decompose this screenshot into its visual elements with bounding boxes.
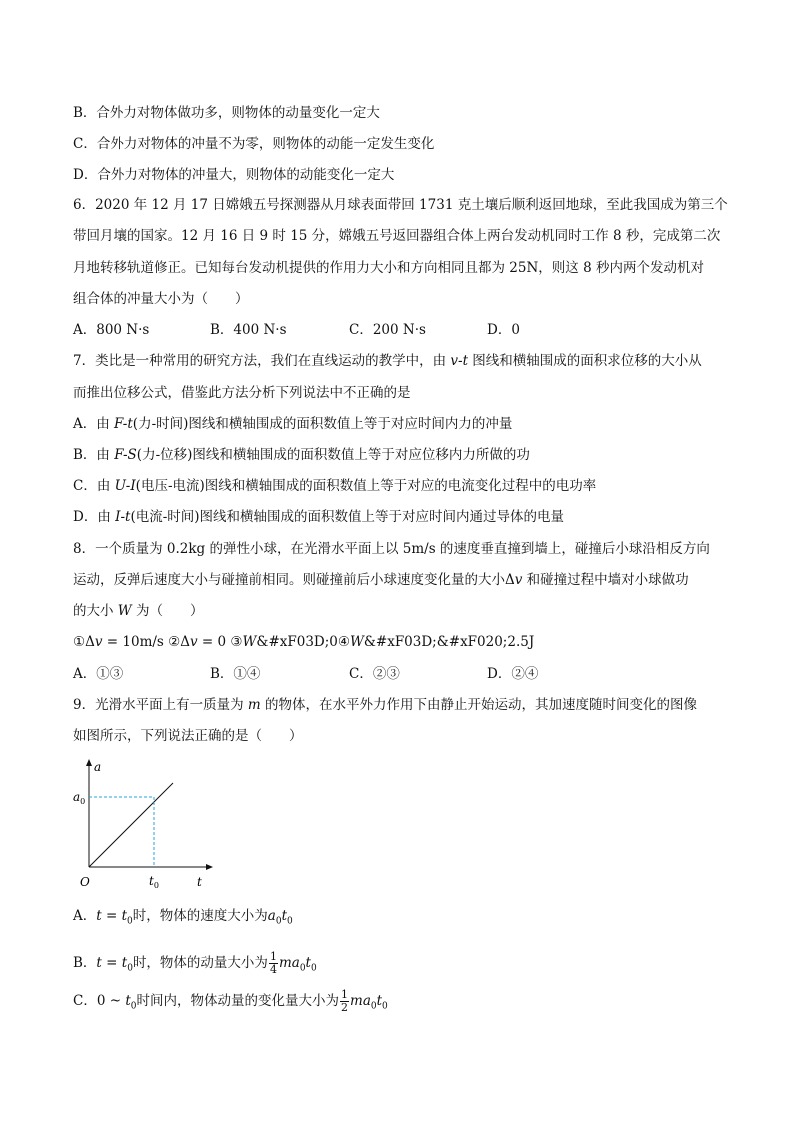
q5-option-c: C．合外力对物体的冲量不为零，则物体的动能一定发生变化 (73, 136, 435, 152)
y-axis-label: a (94, 760, 102, 774)
q7-stem-line-1 (73, 352, 702, 370)
text: (力-时间)图线和横轴围成的面积数值上等于对应时间内力的冲量 (132, 416, 513, 432)
t0-symbol: t (121, 955, 128, 971)
text: A． (73, 908, 97, 924)
q8-stem-line-1: 8．一个质量为 0.2kg 的弹性小球，在光滑水平面上以 5m/s 的速度垂直撞到墙上，碰撞后小球沿相反方向 (73, 541, 710, 557)
text: = (101, 908, 122, 924)
w-symbol: W (242, 634, 257, 650)
fraction-one-quarter (269, 951, 278, 976)
q7-option-a (73, 415, 512, 433)
q9-option-c (73, 987, 388, 1021)
it-symbol: I-t (115, 509, 131, 525)
text: 运动，反弹后速度大小与碰撞前相同。则碰撞前后小球速度变化量的大小Δ (73, 572, 515, 588)
q6-stem-line-1: 6．2020 年 12 月 17 日嫦娥五号探测器从月球表面带回 1731 克土壤后顺利返回地球，至此我国成为第三个 (73, 197, 728, 213)
t0-symbol: t (281, 908, 287, 924)
q8-option-c: C．②③ (349, 666, 400, 682)
q7-option-b (73, 446, 530, 464)
acceleration-time-graph (70, 755, 220, 893)
subscript: 0 (275, 916, 282, 927)
t0-symbol: t (305, 955, 311, 971)
q7-option-d (73, 508, 564, 526)
subscript: 0 (127, 963, 133, 974)
a-symbol: a (291, 955, 300, 971)
text: 为（ ） (131, 603, 204, 619)
subscript: 0 (287, 916, 293, 927)
t0-symbol: t (121, 908, 128, 924)
q8-statements (73, 633, 534, 651)
text: 的大小 (73, 603, 118, 619)
ft-symbol: F-t (114, 416, 133, 432)
q6-stem-line-4: 组合体的冲量大小为（ ） (73, 291, 249, 307)
ui-symbol: U-I (114, 478, 136, 494)
subscript: 0 (310, 963, 317, 974)
text: = (101, 955, 122, 971)
text: 9．光滑水平面上有一质量为 (73, 697, 248, 713)
v-symbol: v (190, 634, 198, 650)
text: 时，物体的速度大小为 (132, 908, 268, 924)
numerator: 1 (269, 950, 277, 963)
text: B．由 (73, 447, 115, 463)
q9-stem-line-2: 如图所示，下列说法正确的是（ ） (73, 728, 303, 744)
m-symbol: m (247, 697, 261, 713)
text: 时间内，物体动量的变化量大小为 (136, 993, 339, 1009)
text: (电压-电流)图线和横轴围成的面积数值上等于对应的电流变化过程中的电功率 (135, 478, 597, 494)
w-symbol: W (117, 603, 132, 619)
text: 和碰撞过程中墙对小球做功 (522, 572, 689, 588)
text: ①Δ (73, 634, 95, 650)
text: 的物体，在水平外力作用下由静止开始运动，其加速度随时间变化的图像 (260, 697, 697, 713)
text: B． (73, 955, 97, 971)
text: = 10m/s ②Δ (102, 634, 190, 650)
text: 时，物体的动量大小为 (132, 955, 268, 971)
text: 0 ~ (96, 993, 126, 1009)
text: A．由 (73, 416, 115, 432)
denominator: 2 (341, 1001, 348, 1014)
t0-symbol: t (125, 993, 131, 1009)
q5-option-b: B．合外力对物体做功多，则物体的动量变化一定大 (73, 105, 380, 121)
q6-option-d: D．0 (487, 322, 520, 338)
q9-option-b (73, 949, 317, 983)
t-symbol: t (96, 955, 102, 971)
t0-label: $t_0$ (149, 874, 159, 890)
text: (力-位移)图线和横轴围成的面积数值上等于对应位移内力所做的功 (136, 447, 530, 463)
a-symbol: a (362, 993, 371, 1009)
subscript: 0 (127, 916, 133, 927)
x-axis-label: t (197, 875, 202, 889)
fs-symbol: F-S (114, 447, 137, 463)
w-symbol: W (349, 634, 364, 650)
t0-symbol: t (376, 993, 383, 1009)
text: 图线和横轴围成的面积求位移的大小从 (468, 353, 702, 369)
q8-option-d: D．②④ (487, 666, 539, 682)
vt-symbol: v-t (450, 353, 469, 369)
text: 7．类比是一种常用的研究方法，我们在直线运动的教学中，由 (73, 353, 451, 369)
denominator: 4 (269, 963, 277, 976)
q9-stem-line-1 (73, 696, 697, 714)
text: C．由 (73, 478, 115, 494)
text: &#xF03D;0④ (256, 634, 350, 650)
q7-stem-line-2: 而推出位移公式，借鉴此方法分析下列说法中不正确的是 (73, 385, 411, 401)
subscript: 0 (299, 963, 306, 974)
t-symbol: t (96, 908, 102, 924)
text: (电流-时间)图线和横轴围成的面积数值上等于对应时间内通过导体的电量 (130, 509, 565, 525)
q8-stem-line-3 (73, 602, 203, 620)
v-symbol: v (514, 572, 523, 588)
m-symbol: m (278, 955, 292, 971)
q6-stem-line-2: 带回月壤的国家。12 月 16 日 9 时 15 分，嫦娥五号返回器组合体上两台发动机同时工作 8 秒，完成第二次 (73, 228, 721, 244)
q6-option-b: B．400 N·s (210, 322, 287, 338)
subscript: 0 (370, 1001, 377, 1012)
q8-option-a: A．①③ (73, 666, 124, 682)
q6-stem-line-3: 月地转移轨道修正。已知每台发动机提供的作用力大小和方向相同且都为 25N，则这 8 秒内两个发动机对 (73, 260, 704, 276)
q7-option-c (73, 477, 596, 495)
subscript: 0 (382, 1001, 388, 1012)
text: = 0 ③ (197, 634, 243, 650)
q6-options (73, 321, 723, 339)
text: D．由 (73, 509, 116, 525)
q8-stem-line-2 (73, 571, 689, 589)
graph-line (89, 783, 173, 867)
v-symbol: v (94, 634, 103, 650)
q8-option-b: B．①④ (210, 666, 261, 682)
q8-options (73, 665, 723, 683)
q5-option-d: D．合外力对物体的冲量大，则物体的动能变化一定大 (73, 167, 395, 183)
numerator: 1 (341, 988, 348, 1001)
fraction-one-half (340, 989, 349, 1014)
a0-label: $a_0$ (73, 790, 86, 806)
a-symbol: a (267, 908, 276, 924)
q6-option-a: A．800 N·s (73, 322, 150, 338)
q9-option-a (73, 907, 293, 931)
m-symbol: m (350, 993, 363, 1009)
text: C． (73, 993, 97, 1009)
q6-option-c: C．200 N·s (349, 322, 426, 338)
subscript: 0 (130, 1001, 137, 1012)
text: &#xF03D;&#xF020;2.5J (363, 634, 535, 650)
origin-label: O (80, 875, 90, 889)
